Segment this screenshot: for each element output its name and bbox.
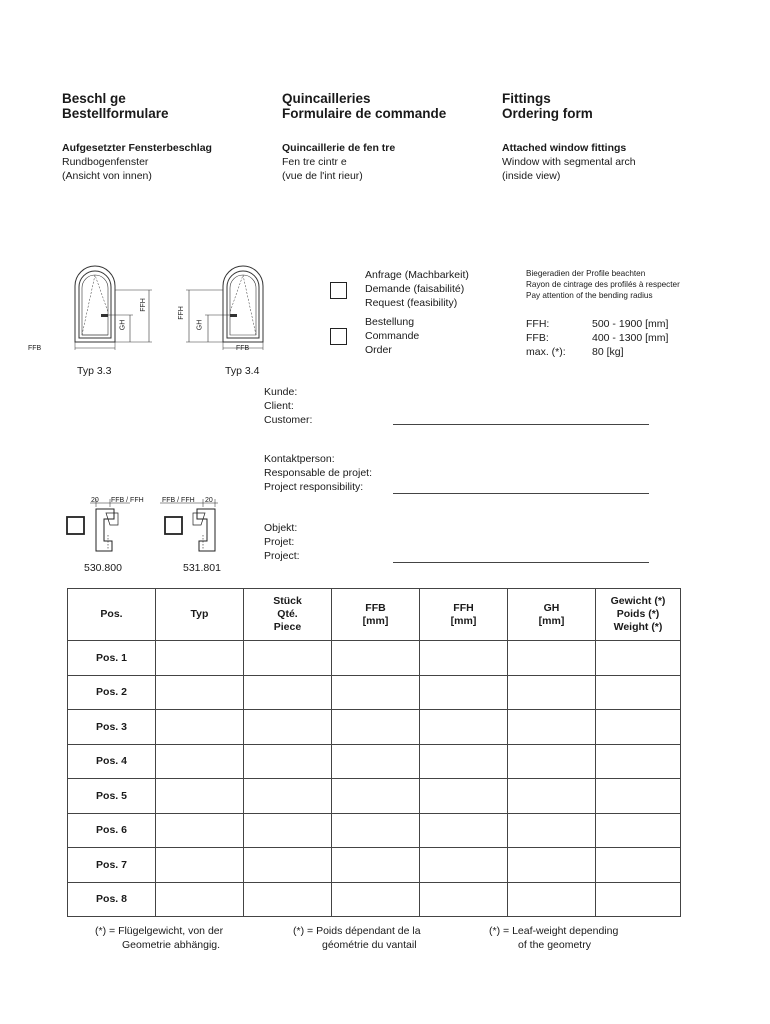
label-ffh-3-3: FFH <box>139 298 147 312</box>
ffh-header-unit: [mm] <box>450 614 477 627</box>
row-position-label: Pos. 7 <box>68 848 156 883</box>
customer-label-de: Kunde: <box>264 386 298 398</box>
line1-de: Rundbogenfenster <box>62 156 149 168</box>
quantity-cell[interactable] <box>244 882 332 917</box>
label-ffb-3-4: FFB <box>236 345 250 352</box>
ffh-cell[interactable] <box>420 779 508 814</box>
ffh-cell[interactable] <box>420 641 508 676</box>
quantity-cell[interactable] <box>244 848 332 883</box>
profile-530-800-drawing <box>67 499 130 551</box>
footnote-de-text1: Flügelgewicht, von der <box>118 925 224 937</box>
contact-field-label <box>264 452 372 494</box>
qty-header-en: Piece <box>273 621 302 633</box>
row-position-label: Pos. 6 <box>68 813 156 848</box>
weight-cell[interactable] <box>596 813 681 848</box>
quantity-cell[interactable] <box>244 675 332 710</box>
gh-cell[interactable] <box>508 882 596 917</box>
bending-note-en: Pay attention of the bending radius <box>526 291 653 300</box>
request-feasibility-label <box>365 268 469 310</box>
ffb-cell[interactable] <box>332 848 420 883</box>
ffb-header-unit: [mm] <box>362 614 389 627</box>
customer-label-fr: Client: <box>264 400 294 412</box>
header-english <box>502 91 732 183</box>
type-cell[interactable] <box>156 710 244 745</box>
label-ffh-3-4: FFH <box>177 306 185 320</box>
profile-2-dim-20: 20 <box>205 497 213 504</box>
quantity-cell[interactable] <box>244 813 332 848</box>
ffb-cell[interactable] <box>332 779 420 814</box>
col-header-weight <box>596 589 681 641</box>
ffb-cell[interactable] <box>332 813 420 848</box>
line1-fr: Fen tre cintr e <box>282 156 347 168</box>
gh-cell[interactable] <box>508 675 596 710</box>
gh-header-unit: [mm] <box>538 614 565 627</box>
object-input-line[interactable] <box>393 562 649 563</box>
quantity-cell[interactable] <box>244 779 332 814</box>
col-header-quantity <box>244 589 332 641</box>
table-row <box>68 779 681 814</box>
line1-en: Window with segmental arch <box>502 156 636 168</box>
subtitle-fr: Formulaire de commande <box>282 106 447 121</box>
footnote-de-text2: Geometrie abhängig. <box>122 939 221 951</box>
gh-cell[interactable] <box>508 813 596 848</box>
type-cell[interactable] <box>156 744 244 779</box>
row-position-label: Pos. 3 <box>68 710 156 745</box>
weight-cell[interactable] <box>596 848 681 883</box>
footnote-en-text1: Leaf-weight depending <box>512 925 619 937</box>
limit-ffh-label: FFH: <box>526 318 550 330</box>
bending-note-fr: Rayon de cintrage des profilés à respecter <box>526 280 680 289</box>
header-french <box>282 91 512 183</box>
customer-label-en: Customer: <box>264 414 313 426</box>
quantity-cell[interactable] <box>244 641 332 676</box>
row-position-label: Pos. 2 <box>68 675 156 710</box>
ffb-cell[interactable] <box>332 675 420 710</box>
object-label-de: Objekt: <box>264 522 298 534</box>
title-fr: Quincailleries <box>282 91 371 106</box>
quantity-cell[interactable] <box>244 710 332 745</box>
gh-cell[interactable] <box>508 641 596 676</box>
contact-input-line[interactable] <box>393 493 649 494</box>
label-gh-3-3: GH <box>119 319 127 331</box>
qty-header-de: Stück <box>273 595 302 607</box>
table-header-row <box>68 589 681 641</box>
bending-radius-note <box>526 268 680 301</box>
object-label-en: Project: <box>264 550 300 562</box>
footnote-fr-text1: Poids dépendant de la <box>316 925 421 937</box>
label-gh-3-4: GH <box>196 319 204 331</box>
limit-ffh <box>526 317 686 331</box>
section-fr: Quincaillerie de fen tre <box>282 142 396 154</box>
title-de: Beschl ge <box>62 91 126 106</box>
weight-cell[interactable] <box>596 675 681 710</box>
table-row <box>68 882 681 917</box>
footnote-fr <box>293 924 421 952</box>
ffh-cell[interactable] <box>420 848 508 883</box>
subtitle-en: Ordering form <box>502 106 593 121</box>
col-header-type <box>156 589 244 641</box>
footnote-de <box>95 924 223 952</box>
profile-1-number: 530.800 <box>84 562 122 574</box>
table-row <box>68 744 681 779</box>
weight-cell[interactable] <box>596 779 681 814</box>
request-label-fr: Demande (faisabilité) <box>365 283 465 295</box>
profile-sections <box>60 495 250 557</box>
object-label-fr: Projet: <box>264 536 295 548</box>
section-en: Attached window fittings <box>502 142 627 154</box>
bending-note-de: Biegeradien der Profile beachten <box>526 269 646 278</box>
profile-2-number: 531.801 <box>183 562 221 574</box>
row-position-label: Pos. 8 <box>68 882 156 917</box>
col-header-ffb <box>332 589 420 641</box>
footnote-fr-mark: (*) = <box>293 925 314 937</box>
ffb-header-text: FFB <box>365 601 386 614</box>
type-header-text: Typ <box>190 608 209 620</box>
contact-label-fr: Responsable de projet: <box>264 467 372 479</box>
type-3-4-label: Typ 3.4 <box>225 365 260 377</box>
footnote-fr-text2: géométrie du vantail <box>322 939 417 951</box>
weight-header-fr: Poids (*) <box>616 608 660 620</box>
type-cell[interactable] <box>156 848 244 883</box>
object-field-label <box>264 521 300 563</box>
gh-header-text: GH <box>543 601 560 614</box>
ffb-cell[interactable] <box>332 744 420 779</box>
qty-header-fr: Qté. <box>277 608 298 620</box>
line2-de: (Ansicht von innen) <box>62 170 152 182</box>
customer-field-label <box>264 385 312 427</box>
table-row <box>68 675 681 710</box>
section-de: Aufgesetzter Fensterbeschlag <box>62 142 212 154</box>
type-cell[interactable] <box>156 779 244 814</box>
limit-max-weight <box>526 345 686 359</box>
limit-max-label: max. (*): <box>526 346 566 358</box>
profile-1-dim-20: 20 <box>91 497 99 504</box>
line2-fr: (vue de l'int rieur) <box>282 170 363 182</box>
order-table-body <box>68 641 681 917</box>
customer-input-line[interactable] <box>393 424 649 425</box>
row-position-label: Pos. 5 <box>68 779 156 814</box>
type-cell[interactable] <box>156 813 244 848</box>
col-header-pos <box>68 589 156 641</box>
window-type-3-4-drawing <box>186 266 263 350</box>
order-table <box>67 588 681 917</box>
pos-header-text: Pos. <box>100 608 123 620</box>
type-cell[interactable] <box>156 882 244 917</box>
ffb-cell[interactable] <box>332 641 420 676</box>
header-german <box>62 91 292 183</box>
footnote-en-mark: (*) = <box>489 925 510 937</box>
limit-max-value: 80 [kg] <box>592 346 624 358</box>
table-row <box>68 813 681 848</box>
table-row <box>68 641 681 676</box>
table-row <box>68 710 681 745</box>
type-cell[interactable] <box>156 641 244 676</box>
contact-label-de: Kontaktperson: <box>264 453 335 465</box>
ffh-header-text: FFH <box>453 601 474 614</box>
order-checkbox[interactable] <box>330 328 347 345</box>
ffh-cell[interactable] <box>420 675 508 710</box>
limit-ffh-value: 500 - 1900 [mm] <box>592 318 669 330</box>
footnote-en <box>489 924 618 952</box>
gh-cell[interactable] <box>508 779 596 814</box>
weight-header-de: Gewicht (*) <box>610 595 666 607</box>
col-header-ffh <box>420 589 508 641</box>
gh-cell[interactable] <box>508 744 596 779</box>
ffh-cell[interactable] <box>420 710 508 745</box>
label-ffb-3-3: FFB <box>28 345 42 352</box>
size-limits <box>526 317 686 359</box>
order-label-fr: Commande <box>365 330 420 342</box>
footnote-de-mark: (*) = <box>95 925 116 937</box>
request-label-de: Anfrage (Machbarkeit) <box>365 269 469 281</box>
ffb-cell[interactable] <box>332 882 420 917</box>
weight-cell[interactable] <box>596 710 681 745</box>
limit-ffb <box>526 331 686 345</box>
footnote-en-text2: of the geometry <box>518 939 591 951</box>
request-feasibility-checkbox[interactable] <box>330 282 347 299</box>
profile-531-801-drawing <box>160 499 218 551</box>
contact-label-en: Project responsibility: <box>264 481 364 493</box>
subtitle-de: Bestellformulare <box>62 106 169 121</box>
limit-ffb-value: 400 - 1300 [mm] <box>592 332 669 344</box>
row-position-label: Pos. 4 <box>68 744 156 779</box>
weight-cell[interactable] <box>596 744 681 779</box>
type-3-3-label: Typ 3.3 <box>77 365 112 377</box>
profile-1-dim-ffb-ffh: FFB / FFH <box>111 497 144 504</box>
col-header-gh <box>508 589 596 641</box>
gh-cell[interactable] <box>508 848 596 883</box>
request-label-en: Request (feasibility) <box>365 297 458 309</box>
profile-2-dim-ffb-ffh: FFB / FFH <box>162 497 195 504</box>
title-en: Fittings <box>502 91 551 106</box>
ffh-cell[interactable] <box>420 813 508 848</box>
order-label-de: Bestellung <box>365 316 415 328</box>
window-diagrams <box>60 262 280 380</box>
ffh-cell[interactable] <box>420 882 508 917</box>
ffb-cell[interactable] <box>332 710 420 745</box>
row-position-label: Pos. 1 <box>68 641 156 676</box>
weight-cell[interactable] <box>596 641 681 676</box>
weight-cell[interactable] <box>596 882 681 917</box>
limit-ffb-label: FFB: <box>526 332 549 344</box>
weight-header-en: Weight (*) <box>613 621 663 633</box>
quantity-cell[interactable] <box>244 744 332 779</box>
order-label-en: Order <box>365 344 392 356</box>
gh-cell[interactable] <box>508 710 596 745</box>
ffh-cell[interactable] <box>420 744 508 779</box>
line2-en: (inside view) <box>502 170 561 182</box>
table-row <box>68 848 681 883</box>
type-cell[interactable] <box>156 675 244 710</box>
order-label <box>365 315 419 357</box>
